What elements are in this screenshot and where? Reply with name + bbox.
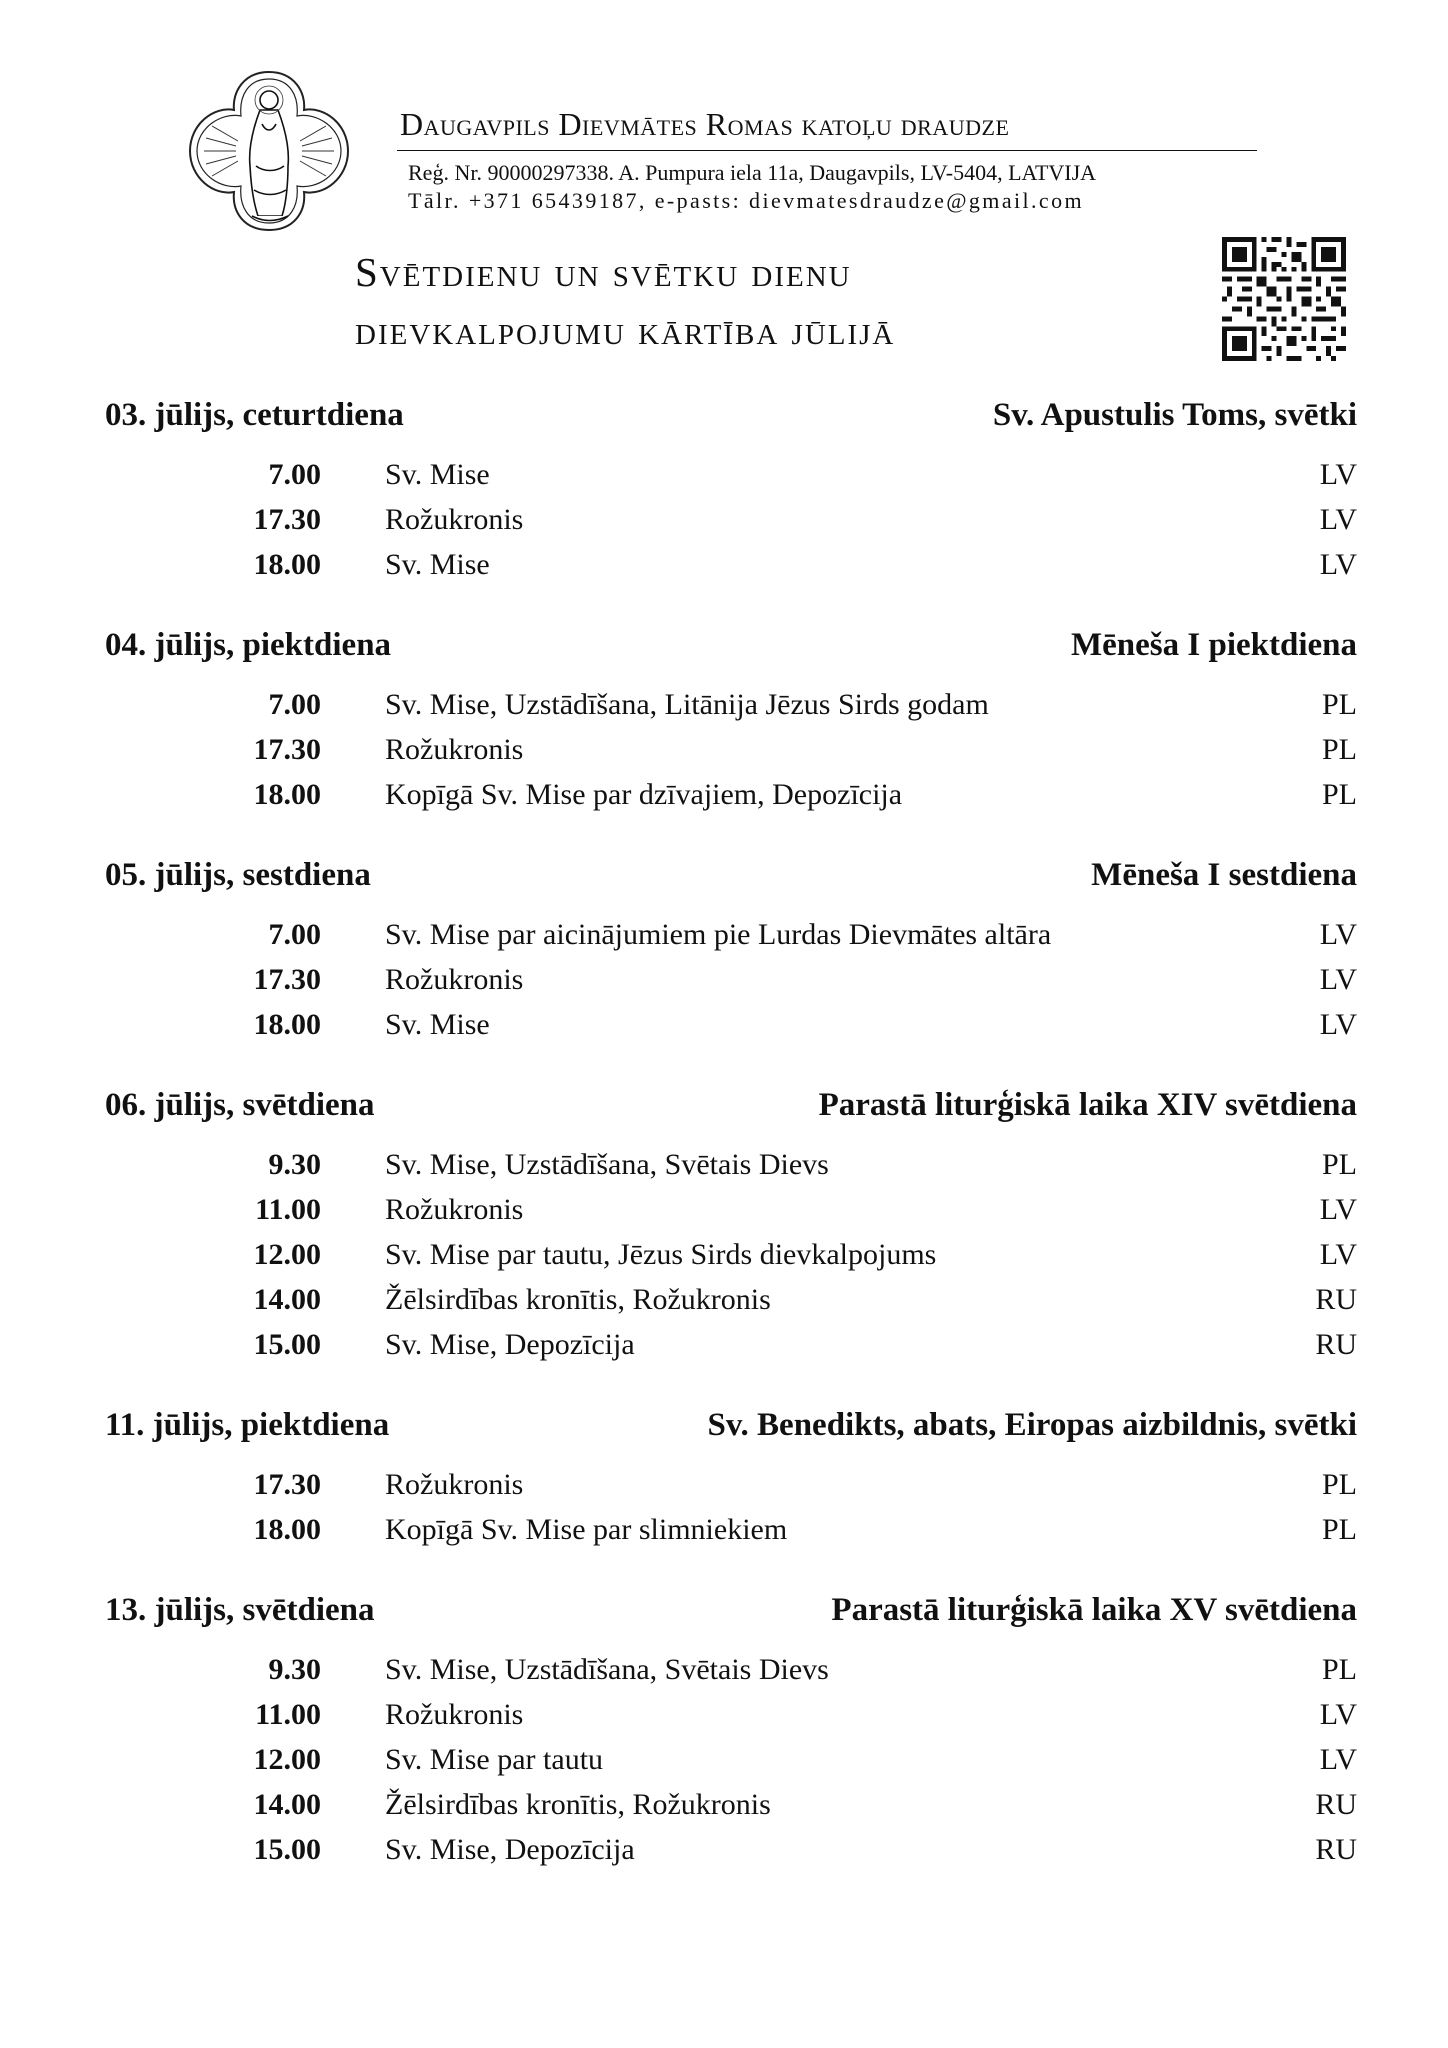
service-time: 14.00	[253, 1283, 321, 1316]
service-description: Sv. Mise par tautu, Jēzus Sirds dievkalpojums	[385, 1238, 937, 1271]
service-time: 15.00	[253, 1328, 321, 1361]
service-time: 18.00	[253, 778, 321, 811]
service-row	[105, 1462, 1357, 1507]
service-row	[105, 1692, 1357, 1737]
service-row	[105, 1507, 1357, 1552]
service-language: RU	[1315, 1788, 1357, 1821]
service-row	[105, 682, 1357, 727]
day-feast: Sv. Benedikts, abats, Eiropas aizbildnis, svētki	[707, 1407, 1357, 1443]
day-date: 13. jūlijs, svētdiena	[105, 1592, 375, 1628]
service-description: Sv. Mise par aicinājumiem pie Lurdas Dievmātes altāra	[385, 918, 1052, 951]
qr-code-icon	[1222, 237, 1346, 361]
day-feast: Parastā liturģiskā laika XIV svētdiena	[818, 1087, 1357, 1123]
service-description: Kopīgā Sv. Mise par dzīvajiem, Depozīcija	[385, 778, 903, 811]
service-description: Sv. Mise	[385, 1008, 490, 1041]
service-description: Žēlsirdības kronītis, Rožukronis	[385, 1788, 771, 1821]
day-block	[105, 622, 1357, 817]
service-language: PL	[1321, 688, 1357, 721]
service-language: LV	[1319, 963, 1357, 996]
day-block	[105, 1402, 1357, 1552]
service-description: Sv. Mise, Depozīcija	[385, 1833, 635, 1866]
service-time: 17.30	[253, 1468, 321, 1501]
service-row	[105, 772, 1357, 817]
schedule	[105, 392, 1357, 1872]
day-feast: Parastā liturģiskā laika XV svētdiena	[831, 1592, 1357, 1628]
document-title	[355, 243, 1115, 359]
service-row	[105, 1277, 1357, 1322]
service-language: LV	[1319, 1698, 1357, 1731]
day-feast: Mēneša I piektdiena	[1070, 627, 1357, 663]
service-time: 7.00	[268, 688, 321, 721]
service-description: Sv. Mise	[385, 458, 490, 491]
day-header	[105, 392, 1357, 438]
registration-line: Reģ. Nr. 90000297338. A. Pumpura iela 11a, Daugavpils, LV-5404, LATVIJA	[408, 160, 1097, 185]
service-time: 11.00	[255, 1698, 321, 1731]
service-time: 14.00	[253, 1788, 321, 1821]
service-description: Rožukronis	[385, 1468, 524, 1501]
service-description: Žēlsirdības kronītis, Rožukronis	[385, 1283, 771, 1316]
service-row	[105, 1187, 1357, 1232]
service-row	[105, 1142, 1357, 1187]
service-time: 18.00	[253, 1008, 321, 1041]
service-time: 12.00	[253, 1238, 321, 1271]
service-language: PL	[1321, 1148, 1357, 1181]
service-row	[105, 1827, 1357, 1872]
day-feast: Mēneša I sestdiena	[1091, 857, 1357, 893]
service-row	[105, 452, 1357, 497]
service-time: 18.00	[253, 548, 321, 581]
service-row	[105, 912, 1357, 957]
service-row	[105, 1322, 1357, 1367]
service-language: LV	[1319, 548, 1357, 581]
header-divider	[397, 150, 1257, 151]
parish-name: Daugavpils Dievmātes Romas katoļu draudze	[400, 106, 1010, 142]
day-block	[105, 392, 1357, 587]
service-time: 9.30	[268, 1653, 321, 1686]
service-row	[105, 497, 1357, 542]
service-time: 17.30	[253, 963, 321, 996]
day-header	[105, 1587, 1357, 1633]
service-row	[105, 727, 1357, 772]
service-description: Rožukronis	[385, 963, 524, 996]
contact-line: Tālr. +371 65439187, e-pasts: dievmatesdraudze@gmail.com	[408, 188, 1084, 213]
day-header	[105, 622, 1357, 668]
day-block	[105, 852, 1357, 1047]
day-feast: Sv. Apustulis Toms, svētki	[992, 397, 1357, 433]
service-language: LV	[1319, 1193, 1357, 1226]
service-time: 12.00	[253, 1743, 321, 1776]
service-row	[105, 1232, 1357, 1277]
day-date: 05. jūlijs, sestdiena	[105, 857, 371, 893]
day-block	[105, 1082, 1357, 1367]
service-language: PL	[1321, 778, 1357, 811]
service-language: PL	[1321, 1468, 1357, 1501]
service-description: Sv. Mise, Uzstādīšana, Svētais Dievs	[385, 1653, 829, 1686]
service-time: 7.00	[268, 918, 321, 951]
service-language: LV	[1319, 918, 1357, 951]
service-time: 17.30	[253, 733, 321, 766]
service-description: Rožukronis	[385, 503, 524, 536]
madonna-emblem-icon	[184, 66, 354, 236]
service-description: Sv. Mise, Depozīcija	[385, 1328, 635, 1361]
service-language: LV	[1319, 1743, 1357, 1776]
service-row	[105, 1647, 1357, 1692]
service-row	[105, 1002, 1357, 1047]
service-language: PL	[1321, 1513, 1357, 1546]
service-time: 11.00	[255, 1193, 321, 1226]
service-description: Rožukronis	[385, 733, 524, 766]
day-date: 03. jūlijs, ceturtdiena	[105, 397, 404, 433]
day-header	[105, 1402, 1357, 1448]
service-language: RU	[1315, 1328, 1357, 1361]
service-time: 18.00	[253, 1513, 321, 1546]
day-date: 11. jūlijs, piektdiena	[105, 1407, 390, 1443]
service-description: Sv. Mise, Uzstādīšana, Litānija Jēzus Sirds godam	[385, 688, 989, 721]
service-language: RU	[1315, 1833, 1357, 1866]
day-header	[105, 1082, 1357, 1128]
service-row	[105, 542, 1357, 587]
day-header	[105, 852, 1357, 898]
service-language: LV	[1319, 1008, 1357, 1041]
service-row	[105, 957, 1357, 1002]
service-language: LV	[1319, 458, 1357, 491]
service-row	[105, 1782, 1357, 1827]
service-description: Rožukronis	[385, 1193, 524, 1226]
service-description: Sv. Mise par tautu	[385, 1743, 604, 1776]
service-language: PL	[1321, 733, 1357, 766]
service-description: Sv. Mise, Uzstādīšana, Svētais Dievs	[385, 1148, 829, 1181]
service-time: 7.00	[268, 458, 321, 491]
service-language: LV	[1319, 1238, 1357, 1271]
service-description: Sv. Mise	[385, 548, 490, 581]
day-block	[105, 1587, 1357, 1872]
service-description: Rožukronis	[385, 1698, 524, 1731]
service-description: Kopīgā Sv. Mise par slimniekiem	[385, 1513, 788, 1546]
service-time: 9.30	[268, 1148, 321, 1181]
service-row	[105, 1737, 1357, 1782]
service-language: PL	[1321, 1653, 1357, 1686]
service-language: LV	[1319, 503, 1357, 536]
day-date: 04. jūlijs, piektdiena	[105, 627, 392, 663]
document-title-line-1: Svētdienu un svētku dienu	[355, 249, 852, 295]
day-date: 06. jūlijs, svētdiena	[105, 1087, 375, 1123]
document-title-line-2: dievkalpojumu kārtība jūlijā	[355, 307, 896, 353]
service-time: 17.30	[253, 503, 321, 536]
service-language: RU	[1315, 1283, 1357, 1316]
service-time: 15.00	[253, 1833, 321, 1866]
